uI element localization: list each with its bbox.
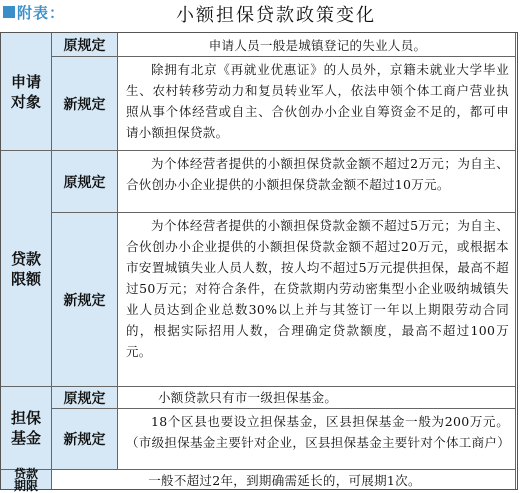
label-text: 原规定 — [63, 390, 106, 407]
category-amount — [1, 151, 52, 387]
text-amount-old: 为个体经营者提供的小额担保贷款金额不超过2万元；为自主、合伙创办小企业提供的小额担保贷款金额不超过10万元。 — [118, 151, 516, 213]
text-term: 一般不超过2年，到期确需延长的，可展期1次。 — [52, 470, 516, 489]
label-guarantee-new — [52, 409, 118, 470]
category-term — [1, 466, 52, 493]
text-guarantee-new: 18个区县也要设立担保基金，区县担保基金一般为200万元。（市级担保基金主要针对企业，区县担保基金主要针对个体工商户） — [118, 409, 516, 470]
category-term-label: 贷款期限 — [13, 466, 38, 493]
label-applicant-new — [52, 57, 118, 151]
text-applicant-new: 除拥有北京《再就业优惠证》的人员外，京籍未就业大学毕业生、农村转移劳动力和复员转业军人，依法申领个体工商户营业执照从事个体经营或自主、合伙创办小企业自筹资金不足的，都可申请小额担保贷款。 — [118, 57, 516, 151]
label-text: 新规定 — [63, 432, 106, 448]
category-guarantee-label: 担保基金 — [10, 409, 41, 447]
header — [0, 0, 522, 24]
label-text: 原规定 — [63, 37, 106, 54]
label-guarantee-old — [52, 387, 118, 409]
label-amount-old — [52, 151, 118, 213]
text-guarantee-old: 小额贷款只有市一级担保基金。 — [118, 387, 516, 409]
label-text: 新规定 — [63, 96, 106, 113]
label-text: 新规定 — [63, 292, 106, 309]
text-amount-new: 为个体经营者提供的小额担保贷款金额不超过5万元；为自主、合伙创办小企业提供的小额担保贷款金额不超过20万元，或根据本市安置城镇失业人员人数，按人均不超过5万元提供担保，最高不超过50万元；对符合条件，在贷款期内劳动密集型小企业吸纳城镇失业人员达到企业总数30%以上并与其签订一年以上期限劳动合同的，根据实际招用人数，合理确定贷款额度，最高不超过100万元。 — [118, 213, 516, 387]
label-applicant-old — [52, 33, 118, 57]
category-amount-label: 贷款限额 — [10, 249, 41, 288]
category-applicant — [1, 33, 52, 151]
header-label: 附表： — [17, 4, 66, 22]
category-guarantee — [1, 387, 52, 470]
text-applicant-old: 申请人员一般是城镇登记的失业人员。 — [118, 33, 516, 57]
label-amount-new — [52, 213, 118, 387]
category-applicant-label: 申请对象 — [10, 72, 41, 111]
label-text: 原规定 — [63, 174, 106, 191]
page-title: 小额担保贷款政策变化 — [176, 5, 376, 26]
policy-table — [0, 32, 518, 493]
